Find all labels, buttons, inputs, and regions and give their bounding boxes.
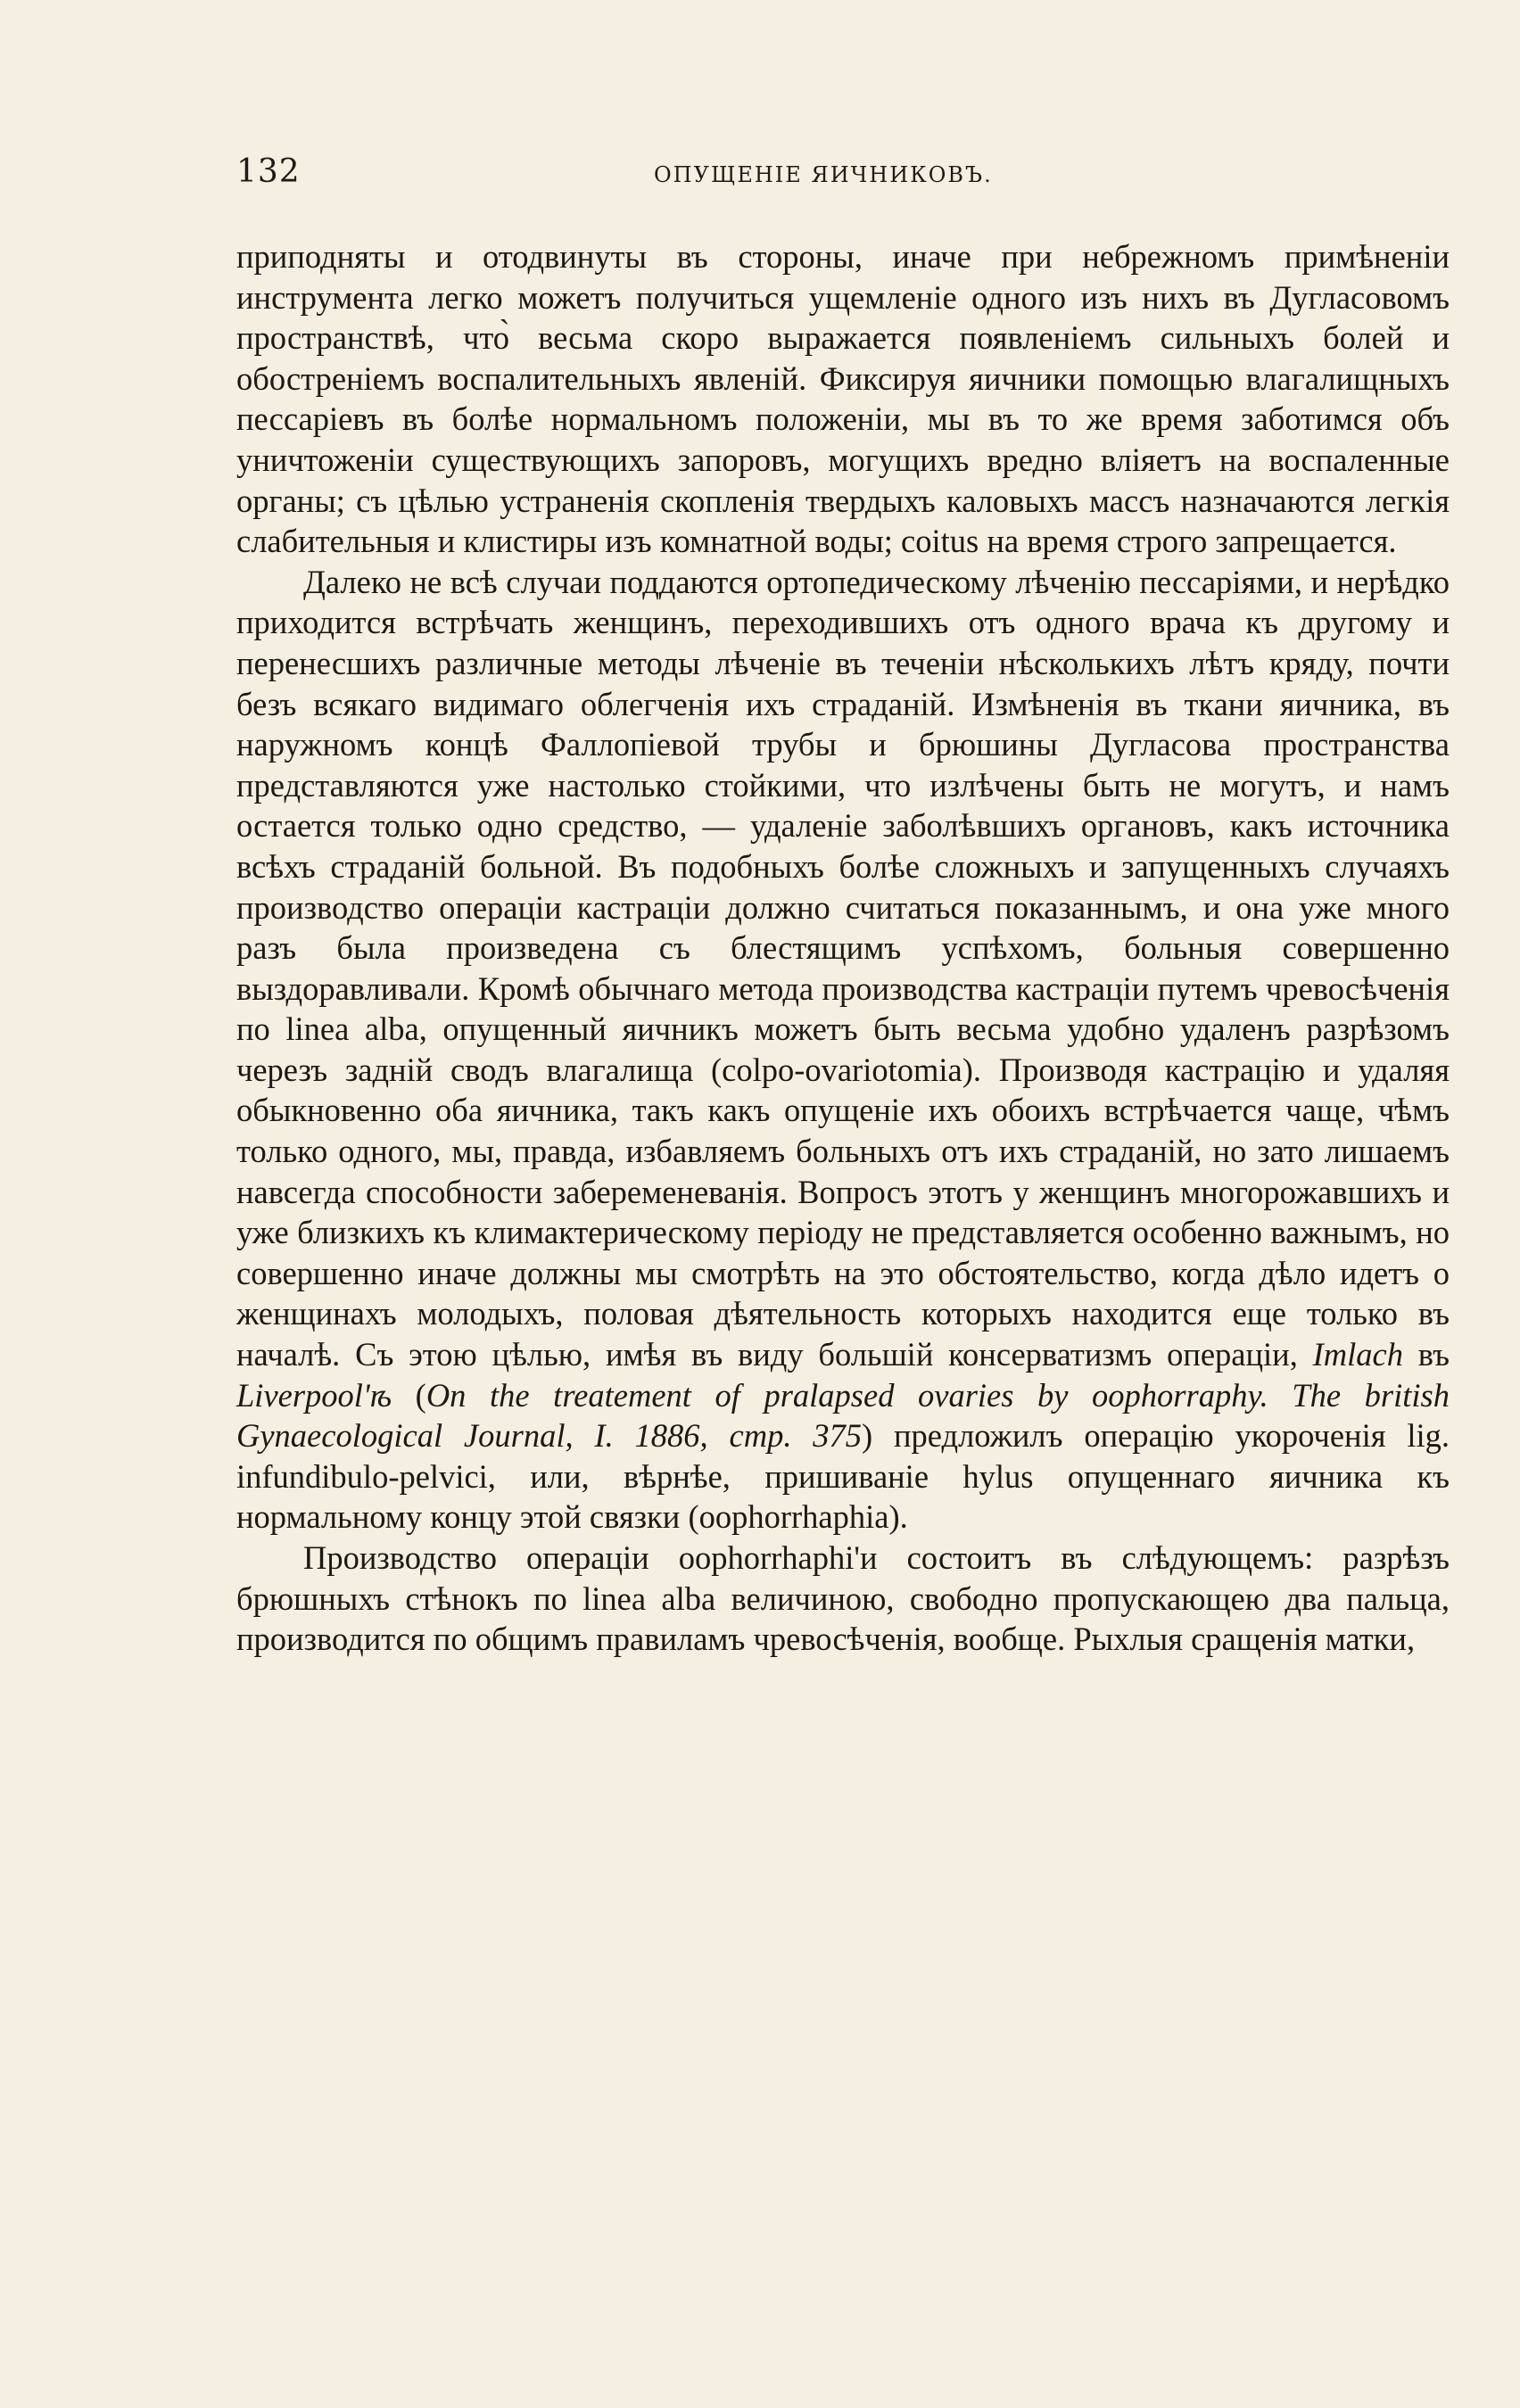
paragraph-3: Производство операціи oophorrhaphi'и состоитъ въ слѣдующемъ: разрѣзъ брюшныхъ стѣнокъ по linea alba величиною, свободно пропускающею два пальца, производится по общимъ правиламъ чревосѣченія, вообще. Рыхлыя сращенія матки,: [236, 1539, 1450, 1658]
paragraph-1: приподняты и отодвинуты въ стороны, иначе при небрежномъ примѣненіи инструмента легко можетъ получиться ущемленіе одного изъ нихъ въ Дугласовомъ пространствѣ, что̀ весьма скоро выражается появленіемъ сильныхъ болей и обостреніемъ воспалительныхъ явленій. Фиксируя яичники помощью влагалищныхъ пессаріевъ въ болѣе нормальномъ положеніи, мы въ то же время заботимся объ уничтоженіи существующихъ запоровъ, могущихъ вредно вліяетъ на воспаленные органы; съ цѣлью устраненія скопленія твердыхъ каловыхъ массъ назначаются легкія слабительныя и клистиры изъ комнатной воды; coitus на время строго запрещается.: [236, 238, 1450, 560]
city-name: Liverpool'ѣ: [236, 1376, 392, 1414]
running-head: [236, 153, 1450, 198]
paragraph-2-text-c: (: [392, 1376, 426, 1414]
body-text: [236, 236, 1450, 1660]
running-title: ОПУЩЕНІЕ ЯИЧНИКОВЪ.: [654, 162, 993, 187]
paragraph-2: [236, 562, 1450, 1538]
paragraph-2-text-d: ) предложилъ операцію укороченія lig. infundibulo-pelvici, или, вѣрнѣе, пришиваніе hylus опущеннаго яичника къ нормальному концу этой связки (oophorrhaphia).: [236, 1417, 1450, 1536]
page-number: 132: [236, 153, 301, 190]
citation: On the treatement of pralapsed ovaries by oophorraphy. The british Gynaecological Journal, I. 1886, стр. 375: [236, 1376, 1450, 1455]
author-name: Imlach: [1312, 1336, 1403, 1373]
paragraph-2-text-b: въ: [1403, 1336, 1450, 1373]
paragraph-2-text-a: Далеко не всѣ случаи поддаются ортопедическому лѣченію пессаріями, и нерѣдко приходится встрѣчать женщинъ, переходившихъ отъ одного врача къ другому и перенесшихъ различные методы лѣченіе въ теченіи нѣсколькихъ лѣтъ кряду, почти безъ всякаго видимаго облегченія ихъ страданій. Измѣненія въ ткани яичника, въ наружномъ концѣ Фаллопіевой трубы и брюшины Дугласова пространства представляются уже настолько стойкими, что излѣчены быть не могутъ, и намъ остается только одно средство, — удаленіе заболѣвшихъ органовъ, какъ источника всѣхъ страданій больной. Въ подобныхъ болѣе сложныхъ и запущенныхъ случаяхъ производство операціи кастраціи должно считаться показаннымъ, и она уже много разъ была произведена съ блестящимъ успѣхомъ, больныя совершенно выздоравливали. Кромѣ обычнаго метода производства кастраціи путемъ чревосѣченія по linea alba, опущенный яичникъ можетъ быть весьма удобно удаленъ разрѣзомъ черезъ заднiй сводъ влагалища (colpo-ovariotomia). Производя кастрацію и удаляя обыкновенно оба яичника, такъ какъ опущеніе ихъ обоихъ встрѣчается чаще, чѣмъ только одного, мы, правда, избавляемъ больныхъ отъ ихъ страданій, но зато лишаемъ навсегда способности забеременеванія. Вопросъ этотъ у женщинъ многорожавшихъ и уже близкихъ къ климактерическому періоду не представляется особенно важнымъ, но совершенно иначе должны мы смотрѣть на это обстоятельство, когда дѣло идетъ о женщинахъ молодыхъ, половая дѣятельность которыхъ находится еще только въ началѣ. Съ этою цѣлью, имѣя въ виду большiй консерватизмъ операціи,: [236, 563, 1450, 1373]
